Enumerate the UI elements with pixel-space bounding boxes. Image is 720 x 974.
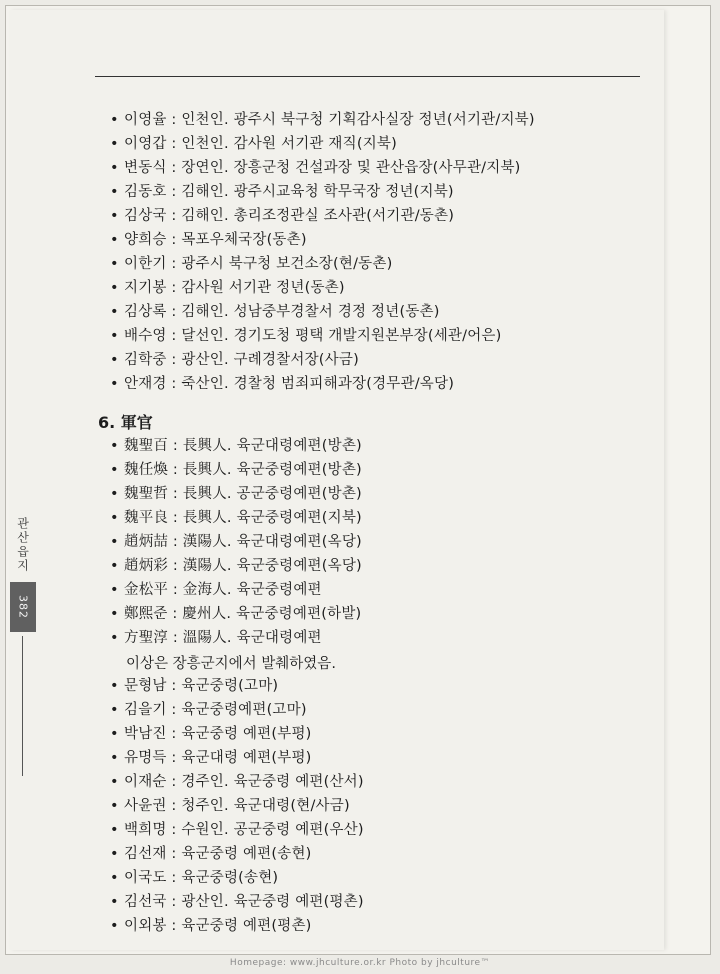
list-item: • 이한기 : 광주시 북구청 보건소장(현/동촌) — [110, 256, 393, 272]
list-item: • 趙炳喆 : 漢陽人. 육군대령예편(옥당) — [110, 534, 362, 550]
list-item: • 魏聖哲 : 長興人. 공군중령예편(방촌) — [110, 486, 362, 502]
photo-credit: Homepage: www.jhculture.or.kr Photo by jhculture™ — [229, 958, 491, 968]
list-item: • 이영율 : 인천인. 광주시 북구청 기획감사실장 정년(서기관/지북) — [110, 112, 535, 128]
book-title: 관산읍지 — [15, 517, 30, 573]
list-item: • 김학중 : 광산인. 구례경찰서장(사금) — [110, 352, 359, 368]
side-rule — [22, 636, 23, 776]
list-item: • 김동호 : 김해인. 광주시교육청 학무국장 정년(지북) — [110, 184, 454, 200]
list-item: • 박남진 : 육군중령 예편(부평) — [110, 726, 312, 742]
list-item: • 지기봉 : 감사원 서기관 정년(동촌) — [110, 280, 345, 296]
list-item: • 金松平 : 金海人. 육군중령예편 — [110, 582, 322, 598]
list-item: • 이영갑 : 인천인. 감사원 서기관 재직(지북) — [110, 136, 397, 152]
side-tab — [10, 510, 36, 619]
list-item: • 변동식 : 장연인. 장흥군청 건설과장 및 관산읍장(사무관/지북) — [110, 160, 521, 176]
list-item: • 魏平良 : 長興人. 육군중령예편(지북) — [110, 510, 362, 526]
list-item: • 유명득 : 육군대령 예편(부평) — [110, 750, 312, 766]
header-rule — [95, 76, 640, 77]
list-item: • 鄭熙준 : 慶州人. 육군중령예편(하발) — [110, 606, 362, 622]
list-item: • 김상국 : 김해인. 총리조정관실 조사관(서기관/동촌) — [110, 208, 455, 224]
list-item: • 趙炳彩 : 漢陽人. 육군중령예편(옥당) — [110, 558, 362, 574]
list-item: • 안재경 : 죽산인. 경찰청 범죄피해과장(경무관/옥당) — [110, 376, 455, 392]
list-item: • 김상록 : 김해인. 성남중부경찰서 경정 정년(동촌) — [110, 304, 440, 320]
list-item: • 이국도 : 육군중령(송현) — [110, 870, 279, 886]
list-item: • 이재순 : 경주인. 육군중령 예편(산서) — [110, 774, 364, 790]
list-item: • 魏聖百 : 長興人. 육군대령예편(방촌) — [110, 438, 362, 454]
list-item: • 배수영 : 달선인. 경기도청 평택 개발지원본부장(세관/어은) — [110, 328, 502, 344]
list-item: • 魏任煥 : 長興人. 육군중령예편(방촌) — [110, 462, 362, 478]
list-item: • 사윤권 : 청주인. 육군대령(현/사금) — [110, 798, 350, 814]
list-item: • 方聖淳 : 溫陽人. 육군대령예편 — [110, 630, 322, 646]
section-title: 6. 軍官 — [98, 413, 153, 432]
list-item: • 백희명 : 수원인. 공군중령 예편(우산) — [110, 822, 364, 838]
source-note: 이상은 장흥군지에서 발췌하였음. — [126, 656, 336, 672]
list-item: • 김을기 : 육군중령예편(고마) — [110, 702, 307, 718]
page-number: 382 — [10, 582, 36, 632]
list-item: • 양희승 : 목포우체국장(동촌) — [110, 232, 307, 248]
list-item: • 이외봉 : 육군중령 예편(평촌) — [110, 918, 312, 934]
list-item: • 문형남 : 육군중령(고마) — [110, 678, 279, 694]
list-item: • 김선재 : 육군중령 예편(송현) — [110, 846, 312, 862]
list-item: • 김선국 : 광산인. 육군중령 예편(평촌) — [110, 894, 364, 910]
